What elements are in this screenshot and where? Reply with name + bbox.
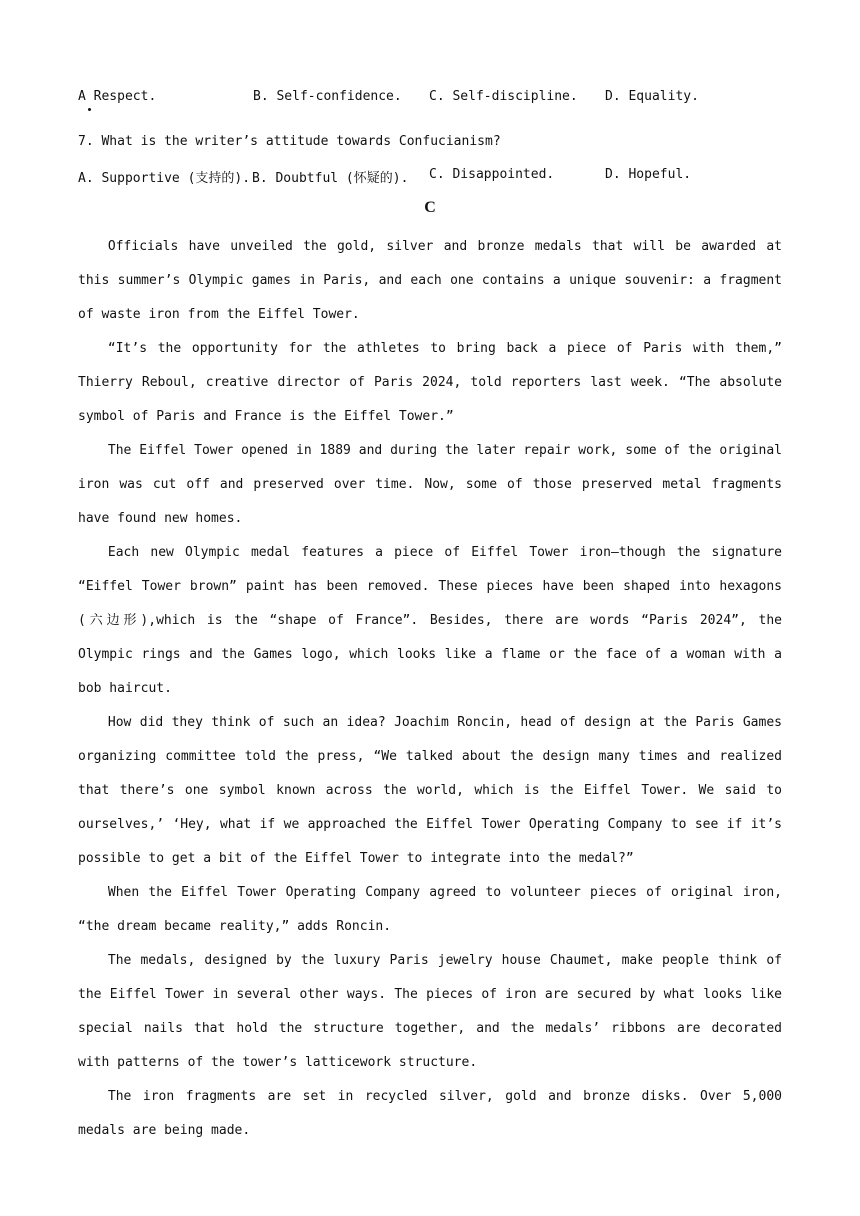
option-b: B. Doubtful (怀疑的).	[252, 171, 409, 186]
paragraph: The medals, designed by the luxury Paris jewelry house Chaumet, make people think of the Eiffel Tower in several other ways. The pieces of iron are secured by what looks like special nails that hold the structure together, and the medals’ ribbons are decorated with patterns of the tower’s latticework structure.	[78, 953, 782, 1070]
option-d: D. Hopeful.	[605, 167, 692, 182]
option-c: C. Disappointed.	[429, 167, 555, 182]
paragraph: When the Eiffel Tower Operating Company agreed to volunteer pieces of original iron, “the dream became reality,” adds Roncin.	[78, 885, 782, 934]
option-b: B. Self-confidence.	[253, 89, 402, 104]
option-c: C. Self-discipline.	[429, 89, 578, 104]
paragraph: “It’s the opportunity for the athletes to bring back a piece of Paris with them,” Thierry Reboul, creative director of Paris 2024, told reporters last week. “The absolute symbol of Paris and France is the Eiffel Tower.”	[78, 341, 782, 424]
question-7-stem: 7. What is the writer’s attitude towards Confucianism?	[78, 134, 501, 149]
reading-passage	[78, 230, 782, 1148]
option-d: D. Equality.	[605, 89, 699, 104]
section-heading: C	[424, 199, 436, 216]
paragraph: Each new Olympic medal features a piece of Eiffel Tower iron—though the signature “Eiffel Tower brown” paint has been removed. These pieces have been shaped into hexagons (六边形),which is the “shape of France”. Besides, there are words “Paris 2024”, the Olympic rings and the Games logo, which looks like a flame or the face of a woman with a bob haircut.	[78, 545, 782, 696]
paragraph: Officials have unveiled the gold, silver and bronze medals that will be awarded at this summer’s Olympic games in Paris, and each one contains a unique souvenir: a fragment of waste iron from the Eiffel Tower.	[78, 239, 782, 322]
paragraph: The iron fragments are set in recycled silver, gold and bronze disks. Over 5,000 medals are being made.	[78, 1089, 782, 1138]
option-a: A Respect.	[78, 89, 157, 104]
bullet-mark	[88, 108, 91, 111]
paragraph: The Eiffel Tower opened in 1889 and during the later repair work, some of the original iron was cut off and preserved over time. Now, some of those preserved metal fragments have found new homes.	[78, 443, 782, 526]
option-a: A. Supportive (支持的).	[78, 171, 251, 186]
paragraph: How did they think of such an idea? Joachim Roncin, head of design at the Paris Games organizing committee told the press, “We talked about the design many times and realized that there’s one symbol known across the world, which is the Eiffel Tower. We said to ourselves,’ ‘Hey, what if we approached the Eiffel Tower Operating Company to see if it’s possible to get a bit of the Eiffel Tower to integrate into the medal?”	[78, 715, 782, 866]
